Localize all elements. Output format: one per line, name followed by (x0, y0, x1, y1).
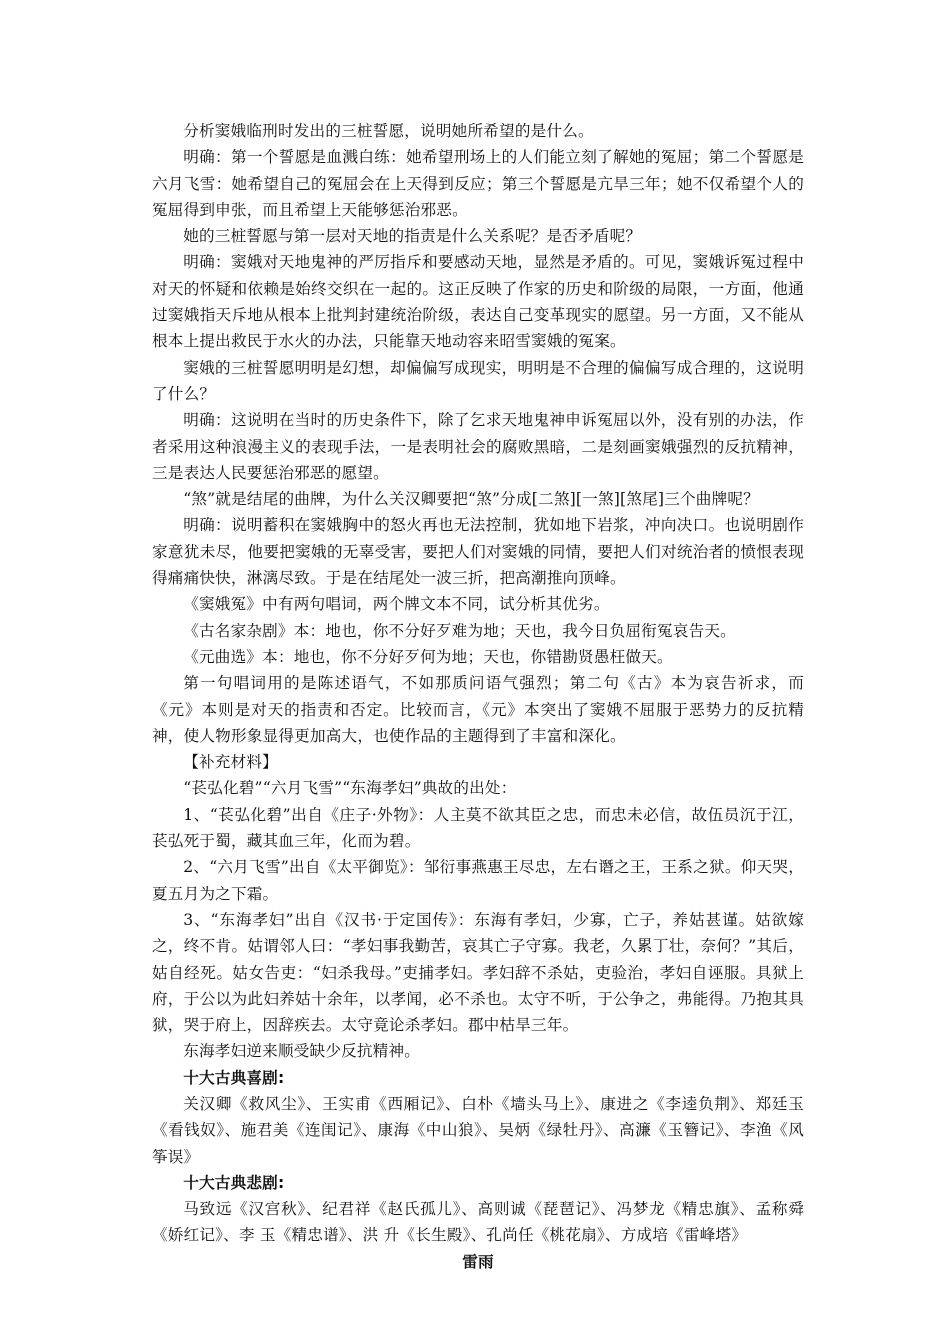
comedy-list: 关汉卿《救风尘》、王实甫《西厢记》、白朴《墙头马上》、康进之《李逵负荆》、郑廷玉《看钱奴》、施君美《连闺记》、康海《中山狼》、吴炳《绿牡丹》、高濂《玉簪记》、李渔《风筝误》 (152, 1094, 804, 1166)
analysis-paragraph: 第一句唱词用的是陈述语气，不如那质问语气强烈；第二句《古》本为哀告祈求，而《元》本则是对天的指责和否定。比较而言，《元》本突出了窦娥不屈服于恶势力的反抗精神，使人物形象显得更加高大，也使作品的主题得到了丰富和深化。 (152, 674, 804, 745)
quote-paragraph: 《古名家杂剧》本：地也，你不分好歹难为地；天也，我今日负屈衔冤哀告天。 (183, 621, 736, 640)
comment-paragraph: 东海孝妇逆来顺受缺少反抗精神。 (183, 1042, 421, 1061)
question-paragraph: “煞”就是结尾的曲牌，为什么关汉卿要把“煞”分成[二煞][一煞][煞尾]三个曲牌呢？ (183, 490, 759, 509)
answer-paragraph: 明确：说明蓄积在窦娥胸中的怒火再也无法控制，犹如地下岩浆，冲向决口。也说明剧作家意犹未尽，他要把窦娥的无辜受害，要把人们对窦娥的同情，要把人们对统治者的愤恨表现得痛痛快快，淋漓尽致。于是在结尾处一波三折，把高潮推向顶峰。 (152, 516, 804, 588)
answer-paragraph: 明确：窦娥对天地鬼神的严厉指斥和要感动天地，显然是矛盾的。可见，窦娥诉冤过程中对天的怀疑和依赖是始终交织在一起的。这正反映了作家的历史和阶级的局限，一方面，他通过窦娥指天斥地从根本上批判封建统治阶级，表达自己变革现实的愿望。另一方面，又不能从根本上提出救民于水火的办法，只能靠天地动容来昭雪窦娥的冤案。 (152, 253, 804, 351)
allusion-item: 2、“六月飞雪”出自《太平御览》：邹衍事燕惠王尽忠，左右谮之王，王系之狱。仰天哭，夏五月为之下霜。 (152, 858, 804, 903)
tragedy-heading: 十大古典悲剧: (183, 1173, 285, 1192)
question-paragraph: 窦娥的三桩誓愿明明是幻想，却偏偏写成现实，明明是不合理的偏偏写成合理的，这说明了什么？ (152, 358, 804, 403)
question-paragraph: 她的三桩誓愿与第一层对天地的指责是什么关系呢？是否矛盾呢？ (183, 227, 642, 246)
answer-paragraph: 明确：第一个誓愿是血溅白练：她希望刑场上的人们能立刻了解她的冤屈；第二个誓愿是六月飞雪：她希望自己的冤屈会在上天得到反应；第三个誓愿是亢旱三年；她不仅希望个人的冤屈得到申张，而且希望上天能够惩治邪恶。 (152, 148, 804, 219)
allusion-intro: “苌弘化碧”“六月飞雪”“东海孝妇”典故的出处： (183, 779, 517, 798)
question-paragraph: 分析窦娥临刑时发出的三桩誓愿，说明她所希望的是什么。 (183, 122, 594, 140)
allusion-item: 1、“苌弘化碧”出自《庄子·外物》：人主莫不欲其臣之忠，而忠未必信，故伍员沉于江，苌弘死于蜀，藏其血三年，化而为碧。 (152, 805, 804, 851)
allusion-item: 3、“东海孝妇”出自《汉书·于定国传》：东海有孝妇，少寡，亡子，养姑甚谨。姑欲嫁之，终不肯。姑谓邻人曰：“孝妇事我勤苦，哀其亡子守寡。我老，久累丁壮，奈何？”其后，姑自经死。姑女告吏：“妇杀我母。”吏捕孝妇。孝妇辞不杀姑，吏验治，孝妇自诬服。具狱上府，于公以为此妇养姑十余年，以孝闻，必不杀也。太守不听，于公争之，弗能得。乃抱其具狱，哭于府上，因辞疾去。太守竟论杀孝妇。郡中枯旱三年。 (152, 910, 804, 1035)
tragedy-list: 马致远《汉宫秋》、纪君祥《赵氏孤儿》、高则诚《琵琶记》、冯梦龙《精忠旗》、孟称舜《娇红记》、李 玉《精忠谱》、洪 升《长生殿》、孔尚任《桃花扇》、方成培《雷峰塔》 (152, 1200, 804, 1245)
document-page (152, 118, 804, 1275)
question-paragraph: 《窦娥冤》中有两句唱词，两个牌文本不同，试分析其优劣。 (183, 595, 610, 614)
comedy-heading: 十大古典喜剧: (183, 1068, 285, 1087)
quote-paragraph: 《元曲选》本：地也，你不分好歹何为地；天也，你错勘贤愚枉做天。 (183, 647, 673, 666)
next-section-title: 雷雨 (462, 1252, 494, 1271)
answer-paragraph: 明确：这说明在当时的历史条件下，除了乞求天地鬼神申诉冤屈以外，没有别的办法，作者采用这种浪漫主义的表现手法，一是表明社会的腐败黑暗，二是刻画窦娥强烈的反抗精神，三是表达人民要惩治邪恶的愿望。 (152, 411, 804, 482)
supplement-heading: 【补充材料】 (183, 753, 278, 772)
